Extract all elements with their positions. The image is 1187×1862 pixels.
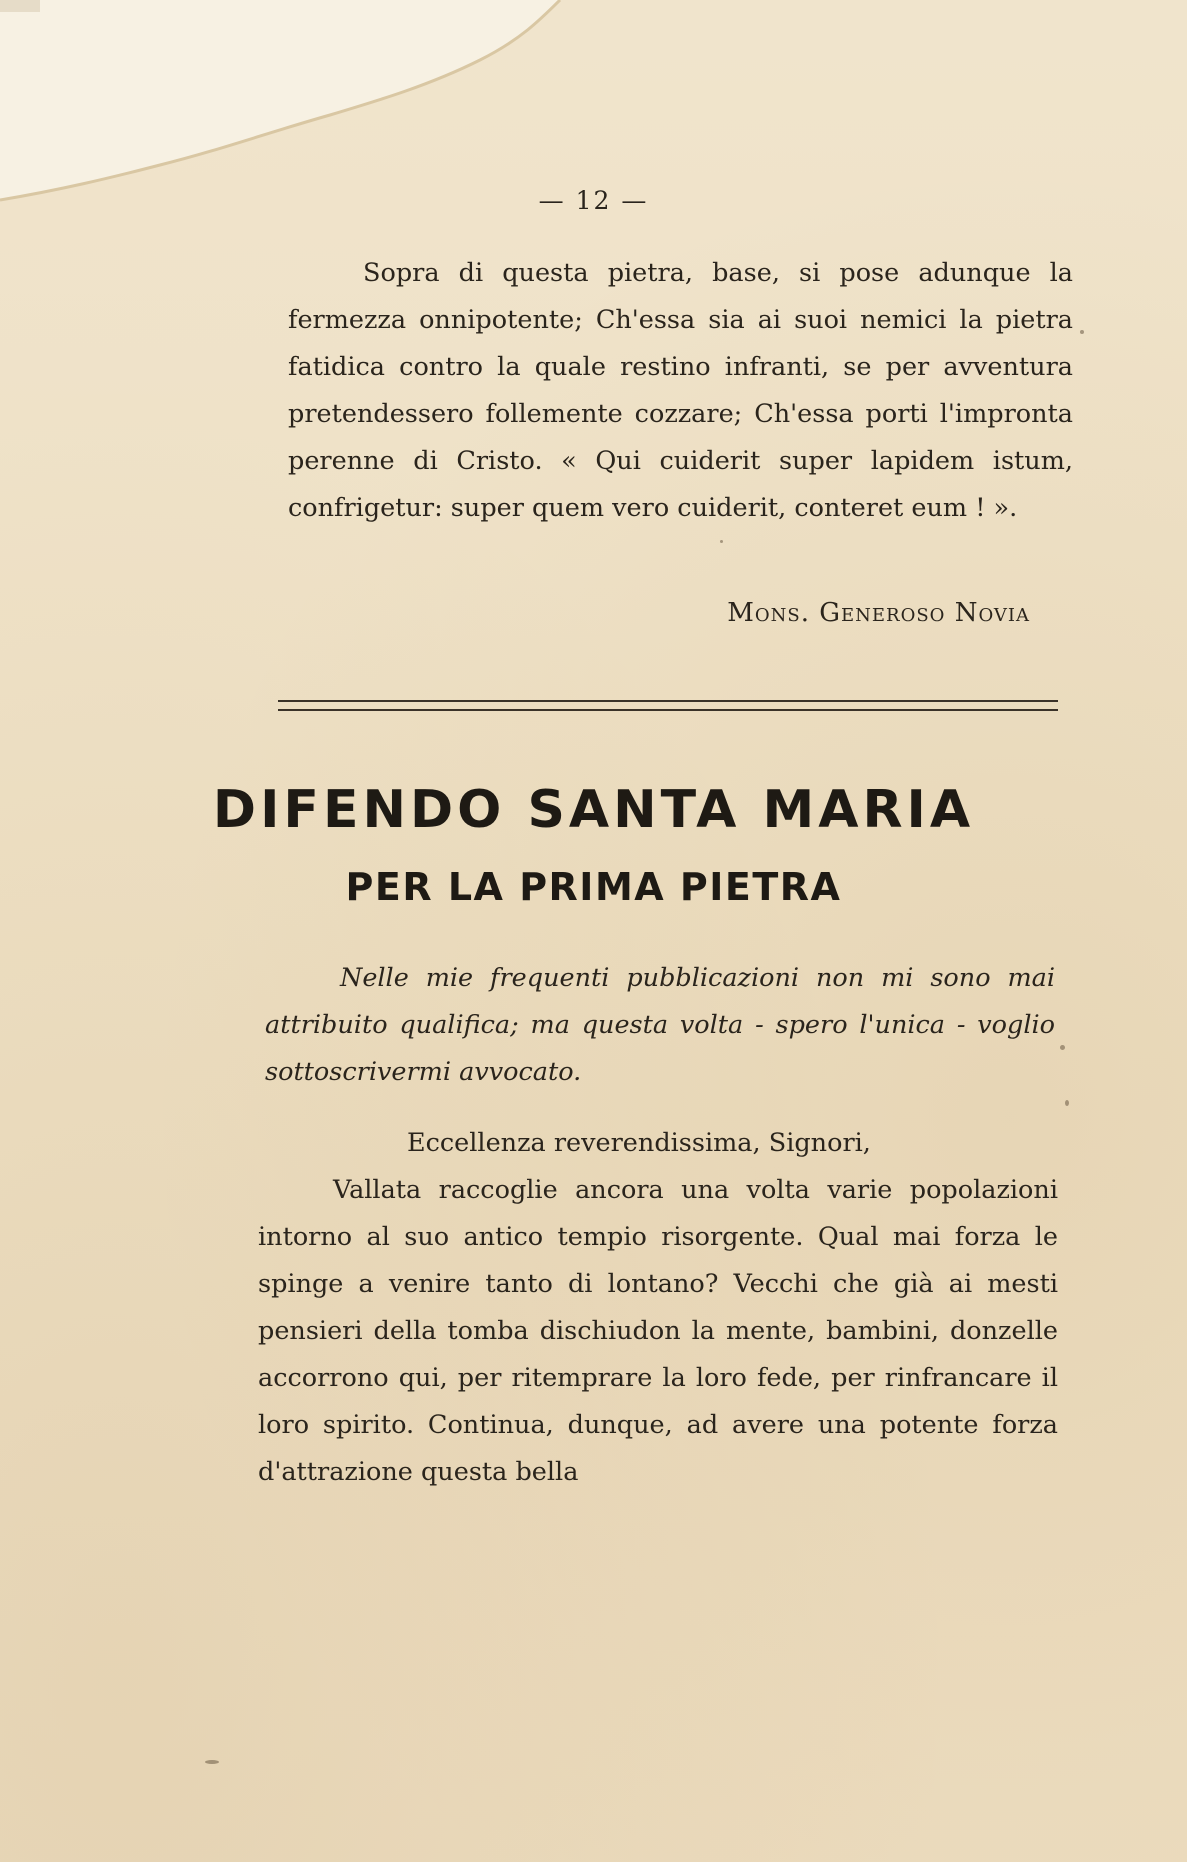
salutation: Eccellenza reverendissima, Signori, bbox=[407, 1128, 871, 1158]
paragraph-block bbox=[288, 250, 1073, 532]
intro-paragraph: Nelle mie frequenti pubblicazioni non mi sono mai attribuito qualifica; ma questa volta - spero l'unica - voglio sottoscrivermi avvocato. bbox=[265, 963, 1055, 1087]
paragraph: Sopra di questa pietra, base, si pose adunque la fermezza onnipotente; Ch'essa sia ai suoi nemici la pietra fatidica contro la quale restino infranti, se per avventura pretendessero follemente cozzare; Ch'essa porti l'impronta perenne di Cristo. « Qui cuiderit super lapidem istum, confrigetur: super quem vero cuiderit, conteret eum ! ». bbox=[288, 258, 1073, 523]
article-title: DIFENDO SANTA MARIA bbox=[212, 780, 975, 840]
author-signature: Mons. Generoso Novia bbox=[727, 598, 1030, 628]
article-subtitle: PER LA PRIMA PIETRA bbox=[345, 865, 842, 909]
page-number: — 12 — bbox=[538, 186, 649, 215]
paragraph-block bbox=[258, 1167, 1058, 1496]
torn-corner bbox=[0, 0, 1187, 260]
paragraph: Vallata raccoglie ancora una volta varie popolazioni intorno al suo antico tempio risorgente. Qual mai forza le spinge a venire tanto di lontano? Vecchi che già ai mesti pensieri della tomba dischiudon la mente, bambini, donzelle accorrono qui, per ritemprare la loro fede, per rinfrancare il loro spirito. Continua, dunque, ad avere una potente forza d'attrazione questa bella bbox=[258, 1175, 1058, 1487]
intro-note bbox=[265, 955, 1055, 1096]
divider-rule bbox=[278, 700, 1058, 711]
